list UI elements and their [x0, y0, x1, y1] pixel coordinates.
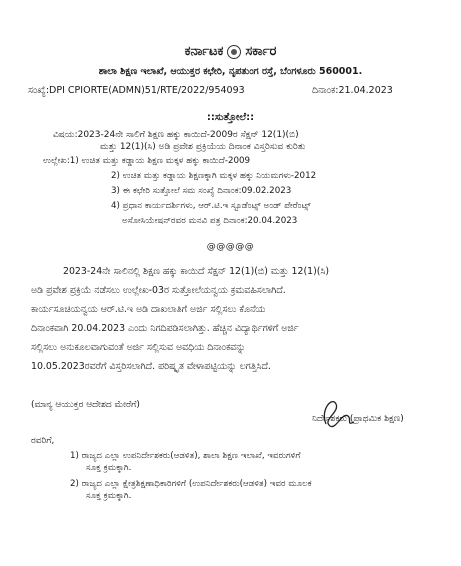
office-address: ಶಾಲಾ ಶಿಕ್ಷಣ ಇಲಾಖೆ, ಆಯುಕ್ತರ ಕಛೇರಿ, ನೃಪತುಂಗ ರಸ್ತೆ, ಬೆಂಗಳೂರು 560001. — [98, 66, 363, 77]
reference-item: 3) ಈ ಕಛೇರಿ ಸುತ್ತೋಲೆ ಸಮ ಸಂಖ್ಯೆ ದಿನಾಂಕ:09.02.2023 — [111, 186, 292, 196]
reference-item: ಉಲ್ಲೇಖ:1) ಉಚಿತ ಮತ್ತು ಕಡ್ಡಾಯ ಶಿಕ್ಷಣ ಮಕ್ಕಳ ಹಕ್ಕು ಕಾಯಿದೆ-2009 — [43, 156, 251, 166]
recipients-label: ರವರಿಗೆ, — [31, 436, 55, 446]
body-line: 10.05.2023ರವರೆಗೆ ವಿಸ್ತರಿಸಲಾಗಿದೆ. ಪರಿಷ್ಕೃತ ವೇಳಾಪಟ್ಟಿಯನ್ನು ಲಗತ್ತಿಸಿದೆ. — [31, 361, 271, 372]
recipient-item — [70, 450, 312, 474]
recipient-item — [70, 478, 312, 502]
subject-line-1: ವಿಷಯ:2023-24ನೇ ಸಾಲಿಗೆ ಶಿಕ್ಷಣ ಹಕ್ಕು ಕಾಯಿದೆ-2009ರ ಸೆಕ್ಷನ್ 12(1)(ಬಿ) — [53, 130, 299, 140]
circular-heading: ::ಸುತ್ತೋಲೆ:: — [206, 112, 255, 123]
body-line: ಅಡಿ ಪ್ರವೇಶ ಪ್ರಕ್ರಿಯೆ ನಡೆಸಲು ಉಲ್ಲೇಖ-03ರ ಸುತ್ತೋಲೆಯನ್ವಯ ಕ್ರಮವಹಿಸಲಾಗಿದೆ. — [31, 285, 286, 296]
reference-item: 4) ಪ್ರಧಾನ ಕಾರ್ಯದರ್ಶಿಗಳು, ಆರ್.ಟಿ.ಇ ಸ್ಟೂಡೆಂಟ್ಸ್ ಅಂಡ್ ಪೇರೆಂಟ್ಸ್ — [111, 201, 311, 211]
title-karnataka: ಕರ್ನಾಟಕ — [184, 44, 224, 59]
recipient-line: 2) ರಾಜ್ಯದ ಎಲ್ಲಾ ಕ್ಷೇತ್ರಶಿಕ್ಷಣಾಧಿಕಾರಿಗಳಿಗೆ (ಉಪನಿರ್ದೇಶಕರು(ಆಡಳಿತ) ಇವರ ಮೂಲಕ — [70, 479, 312, 489]
body-line: ಸಲ್ಲಿಸಲು ಅನುಕೂಲವಾಗುವಂತೆ ಅರ್ಜಿ ಸಲ್ಲಿಸುವ ಅವಧಿಯ ದಿನಾಂಕವನ್ನು — [31, 342, 246, 353]
recipient-line: 1) ರಾಜ್ಯದ ಎಲ್ಲಾ ಉಪನಿರ್ದೇಶಕರು(ಆಡಳಿತ), ಶಾಲಾ ಶಿಕ್ಷಣ ಇಲಾಖೆ, ಇವರುಗಳಿಗೆ — [70, 451, 301, 461]
reference-number: ಸಂಖ್ಯೆ:DPI CPIORTE(ADMN)51/RTE/2022/954093 — [28, 85, 245, 96]
recipients-list — [70, 450, 312, 506]
reference-item: ಅಸೋಸಿಯೇಷನ್‌ರವರ ಮನವಿ ಪತ್ರ ದಿನಾಂಕ:20.04.2023 — [122, 216, 298, 226]
reference-date: ದಿನಾಂಕ:21.04.2023 — [312, 85, 393, 96]
body-paragraph — [31, 262, 435, 376]
recipient-line: ಸೂಕ್ತ ಕ್ರಮಕ್ಕಾಗಿ. — [86, 491, 132, 501]
reference-item: 2) ಉಚಿತ ಮತ್ತು ಕಡ್ಡಾಯ ಶಿಕ್ಷಣಕ್ಕಾಗಿ ಮಕ್ಕಳ ಹಕ್ಕು ನಿಯಮಗಳು-2012 — [111, 171, 317, 181]
approval-note: (ಮಾನ್ಯ ಆಯುಕ್ತರ ಆದೇಶದ ಮೇರೆಗೆ) — [31, 400, 140, 410]
separator-stars: @@@@@ — [206, 242, 255, 252]
body-line: 2023-24ನೇ ಸಾಲಿನಲ್ಲಿ ಶಿಕ್ಷಣ ಹಕ್ಕು ಕಾಯಿದೆ ಸೆಕ್ಷನ್ 12(1)(ಬಿ) ಮತ್ತು 12(1)(ಸಿ) — [63, 266, 330, 277]
recipient-line: ಸೂಕ್ತ ಕ್ರಮಕ್ಕಾಗಿ. — [86, 463, 132, 473]
state-emblem-icon — [227, 45, 241, 59]
body-line: ದಿನಾಂಕವಾಗಿ 20.04.2023 ಎಂದು ನಿಗದಿಪಡಿಸಲಾಗಿತ್ತು. ಹೆಚ್ಚಿನ ವಿದ್ಯಾರ್ಥಿಗಳಿಗೆ ಅರ್ಜಿ — [31, 323, 299, 334]
title-sarkara: ಸರ್ಕಾರ — [245, 44, 277, 59]
government-title — [0, 44, 461, 59]
references-list — [43, 154, 316, 229]
body-line: ಕಾರ್ಯಸೂಚಿಯನ್ವಯ ಆರ್.ಟಿ.ಇ ಅಡಿ ದಾಖಲಾತಿಗೆ ಅರ್ಜಿ ಸಲ್ಲಿಸಲು ಕೊನೆಯ — [31, 304, 266, 315]
signature-mark — [312, 392, 362, 434]
signatory-designation: ನಿರ್ದೇಶಕರು (ಪ್ರಾಥಮಿಕ ಶಿಕ್ಷಣ) — [312, 414, 404, 424]
subject-line-2: ಮತ್ತು 12(1)(ಸಿ) ಅಡಿ ಪ್ರವೇಶ ಪ್ರಕ್ರಿಯೆಯ ದಿನಾಂಕ ವಿಸ್ತರಿಸುವ ಕುರಿತು — [100, 142, 306, 152]
